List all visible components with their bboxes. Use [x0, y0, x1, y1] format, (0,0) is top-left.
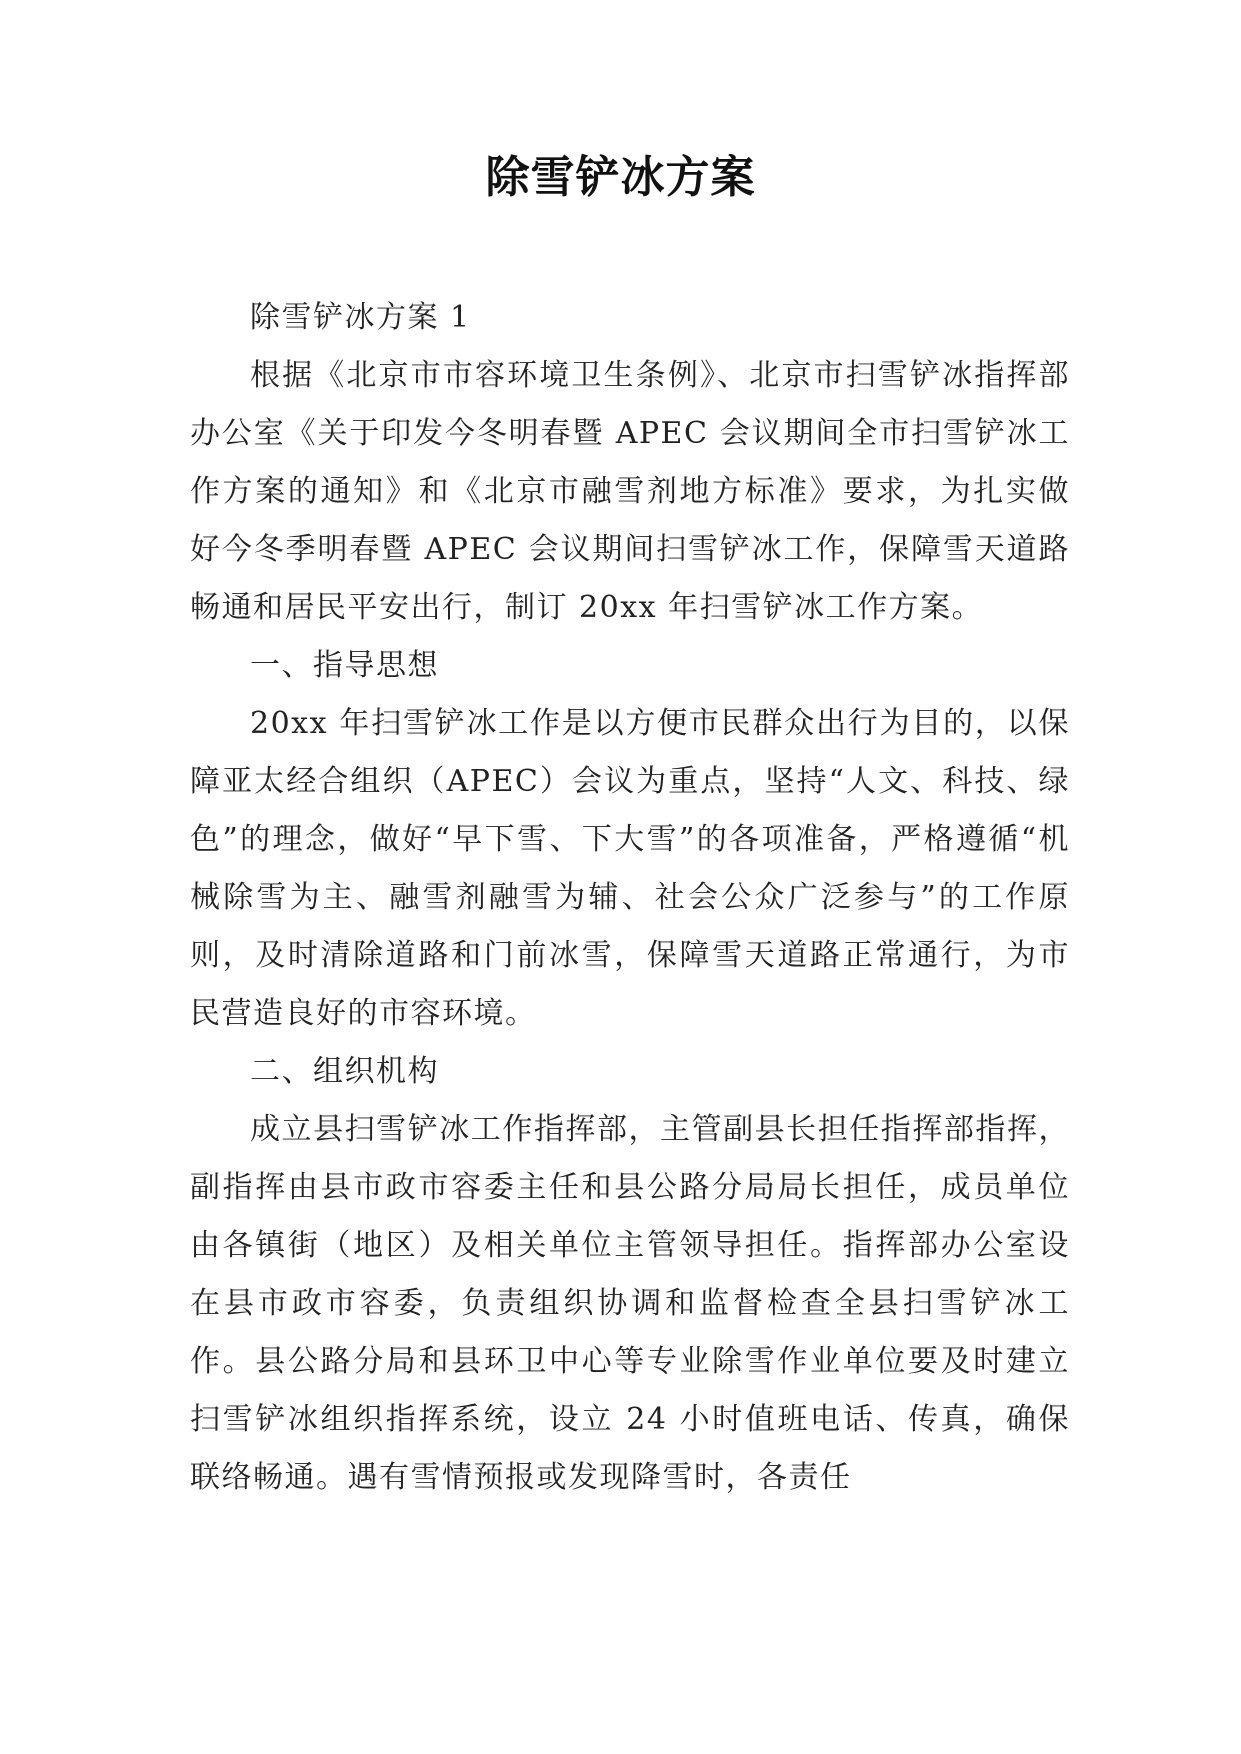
- section-heading-organization: 二、组织机构: [250, 1054, 439, 1089]
- paragraph-organization: 成立县扫雪铲冰工作指挥部，主管副县长担任指挥部指挥，副指挥由县市政市容委主任和县公路分局局长担任，成员单位由各镇街（地区）及相关单位主管领导担任。指挥部办公室设在县市政市容委，负责组织协调和监督检查全县扫雪铲冰工作。县公路分局和县环卫中心等专业除雪作业单位要及时建立扫雪铲冰组织指挥系统，设立 24 小时值班电话、传真，确保联络畅通。遇有雪情预报或发现降雪时，各责任: [190, 1112, 1070, 1495]
- section-heading-guiding-ideology: 一、指导思想: [250, 648, 439, 683]
- section-heading-plan-1: 除雪铲冰方案 1: [250, 300, 471, 335]
- document-title: 除雪铲冰方案: [485, 152, 756, 203]
- document-body: [190, 289, 1070, 1507]
- paragraph-guiding-ideology: 20xx 年扫雪铲冰工作是以方便市民群众出行为目的，以保障亚太经合组织（APEC）会议为重点，坚持“人文、科技、绿色”的理念，做好“早下雪、下大雪”的各项准备，严格遵循“机械除雪为主、融雪剂融雪为辅、社会公众广泛参与”的工作原则，及时清除道路和门前冰雪，保障雪天道路正常通行，为市民营造良好的市容环境。: [190, 706, 1070, 1031]
- paragraph-intro: 根据《北京市市容环境卫生条例》、北京市扫雪铲冰指挥部办公室《关于印发今冬明春暨 APEC 会议期间全市扫雪铲冰工作方案的通知》和《北京市融雪剂地方标准》要求，为扎实做好今冬季明春暨 APEC 会议期间扫雪铲冰工作，保障雪天道路畅通和居民平安出行，制订 20xx 年扫雪铲冰工作方案。: [190, 358, 1070, 625]
